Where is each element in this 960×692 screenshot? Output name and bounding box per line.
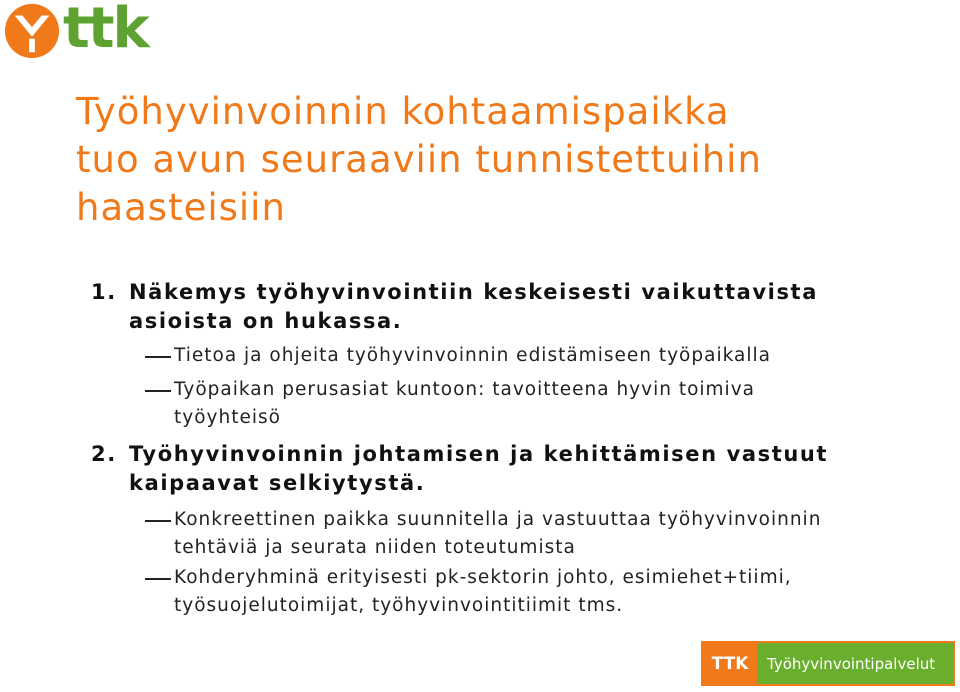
bullet-dash bbox=[145, 578, 171, 580]
sub-list-item-line: Tietoa ja ohjeita työhyvinvoinnin edistämiseen työpaikalla bbox=[174, 345, 771, 366]
sub-list-item-line: työyhteisö bbox=[174, 407, 281, 428]
sub-list-item bbox=[174, 342, 771, 370]
list-item bbox=[91, 440, 941, 500]
sub-list-item-line: työsuojelutoimijat, työhyvinvointitiimit tms. bbox=[174, 595, 624, 616]
list-item-number: 2. bbox=[91, 442, 117, 466]
list-item-line: Työhyvinvoinnin johtamisen ja kehittämisen vastuut bbox=[129, 442, 829, 466]
sub-list-item-line: Konkreettinen paikka suunnitella ja vastuuttaa työhyvinvoinnin bbox=[174, 509, 822, 530]
list-item-line: Näkemys työhyvinvointiin keskeisesti vaikuttavista bbox=[129, 280, 818, 304]
ttk-logo-wordmark: ttk bbox=[63, 0, 148, 61]
footer-brand-logo bbox=[701, 641, 955, 686]
list-item-line: kaipaavat selkiytystä. bbox=[129, 471, 426, 495]
footer-logo-ttk: TTK bbox=[703, 643, 757, 684]
sub-list-item bbox=[174, 564, 792, 620]
ttk-logo bbox=[3, 2, 148, 60]
ttk-logo-mark-icon bbox=[3, 2, 61, 60]
sub-list-item-line: Kohderyhminä erityisesti pk-sektorin johto, esimiehet+tiimi, bbox=[174, 567, 792, 588]
list-item-line: asioista on hukassa. bbox=[129, 309, 403, 333]
footer-logo-service-name: Työhyvinvointipalvelut bbox=[767, 654, 936, 673]
title-line: Työhyvinvoinnin kohtaamispaikka bbox=[76, 90, 730, 133]
sub-list-item-line: tehtäviä ja seurata niiden toteutumista bbox=[174, 537, 576, 558]
bullet-dash bbox=[145, 520, 171, 522]
title-line: haasteisiin bbox=[76, 186, 286, 229]
bullet-dash bbox=[145, 356, 171, 358]
sub-list-item bbox=[174, 376, 755, 432]
list-item bbox=[91, 278, 941, 338]
bullet-dash bbox=[145, 390, 171, 392]
title-line: tuo avun seuraaviin tunnistettuihin bbox=[76, 138, 762, 181]
page-title bbox=[76, 88, 946, 232]
list-item-number: 1. bbox=[91, 280, 117, 304]
sub-list-item-line: Työpaikan perusasiat kuntoon: tavoitteena hyvin toimiva bbox=[174, 379, 755, 400]
sub-list-item bbox=[174, 506, 821, 562]
